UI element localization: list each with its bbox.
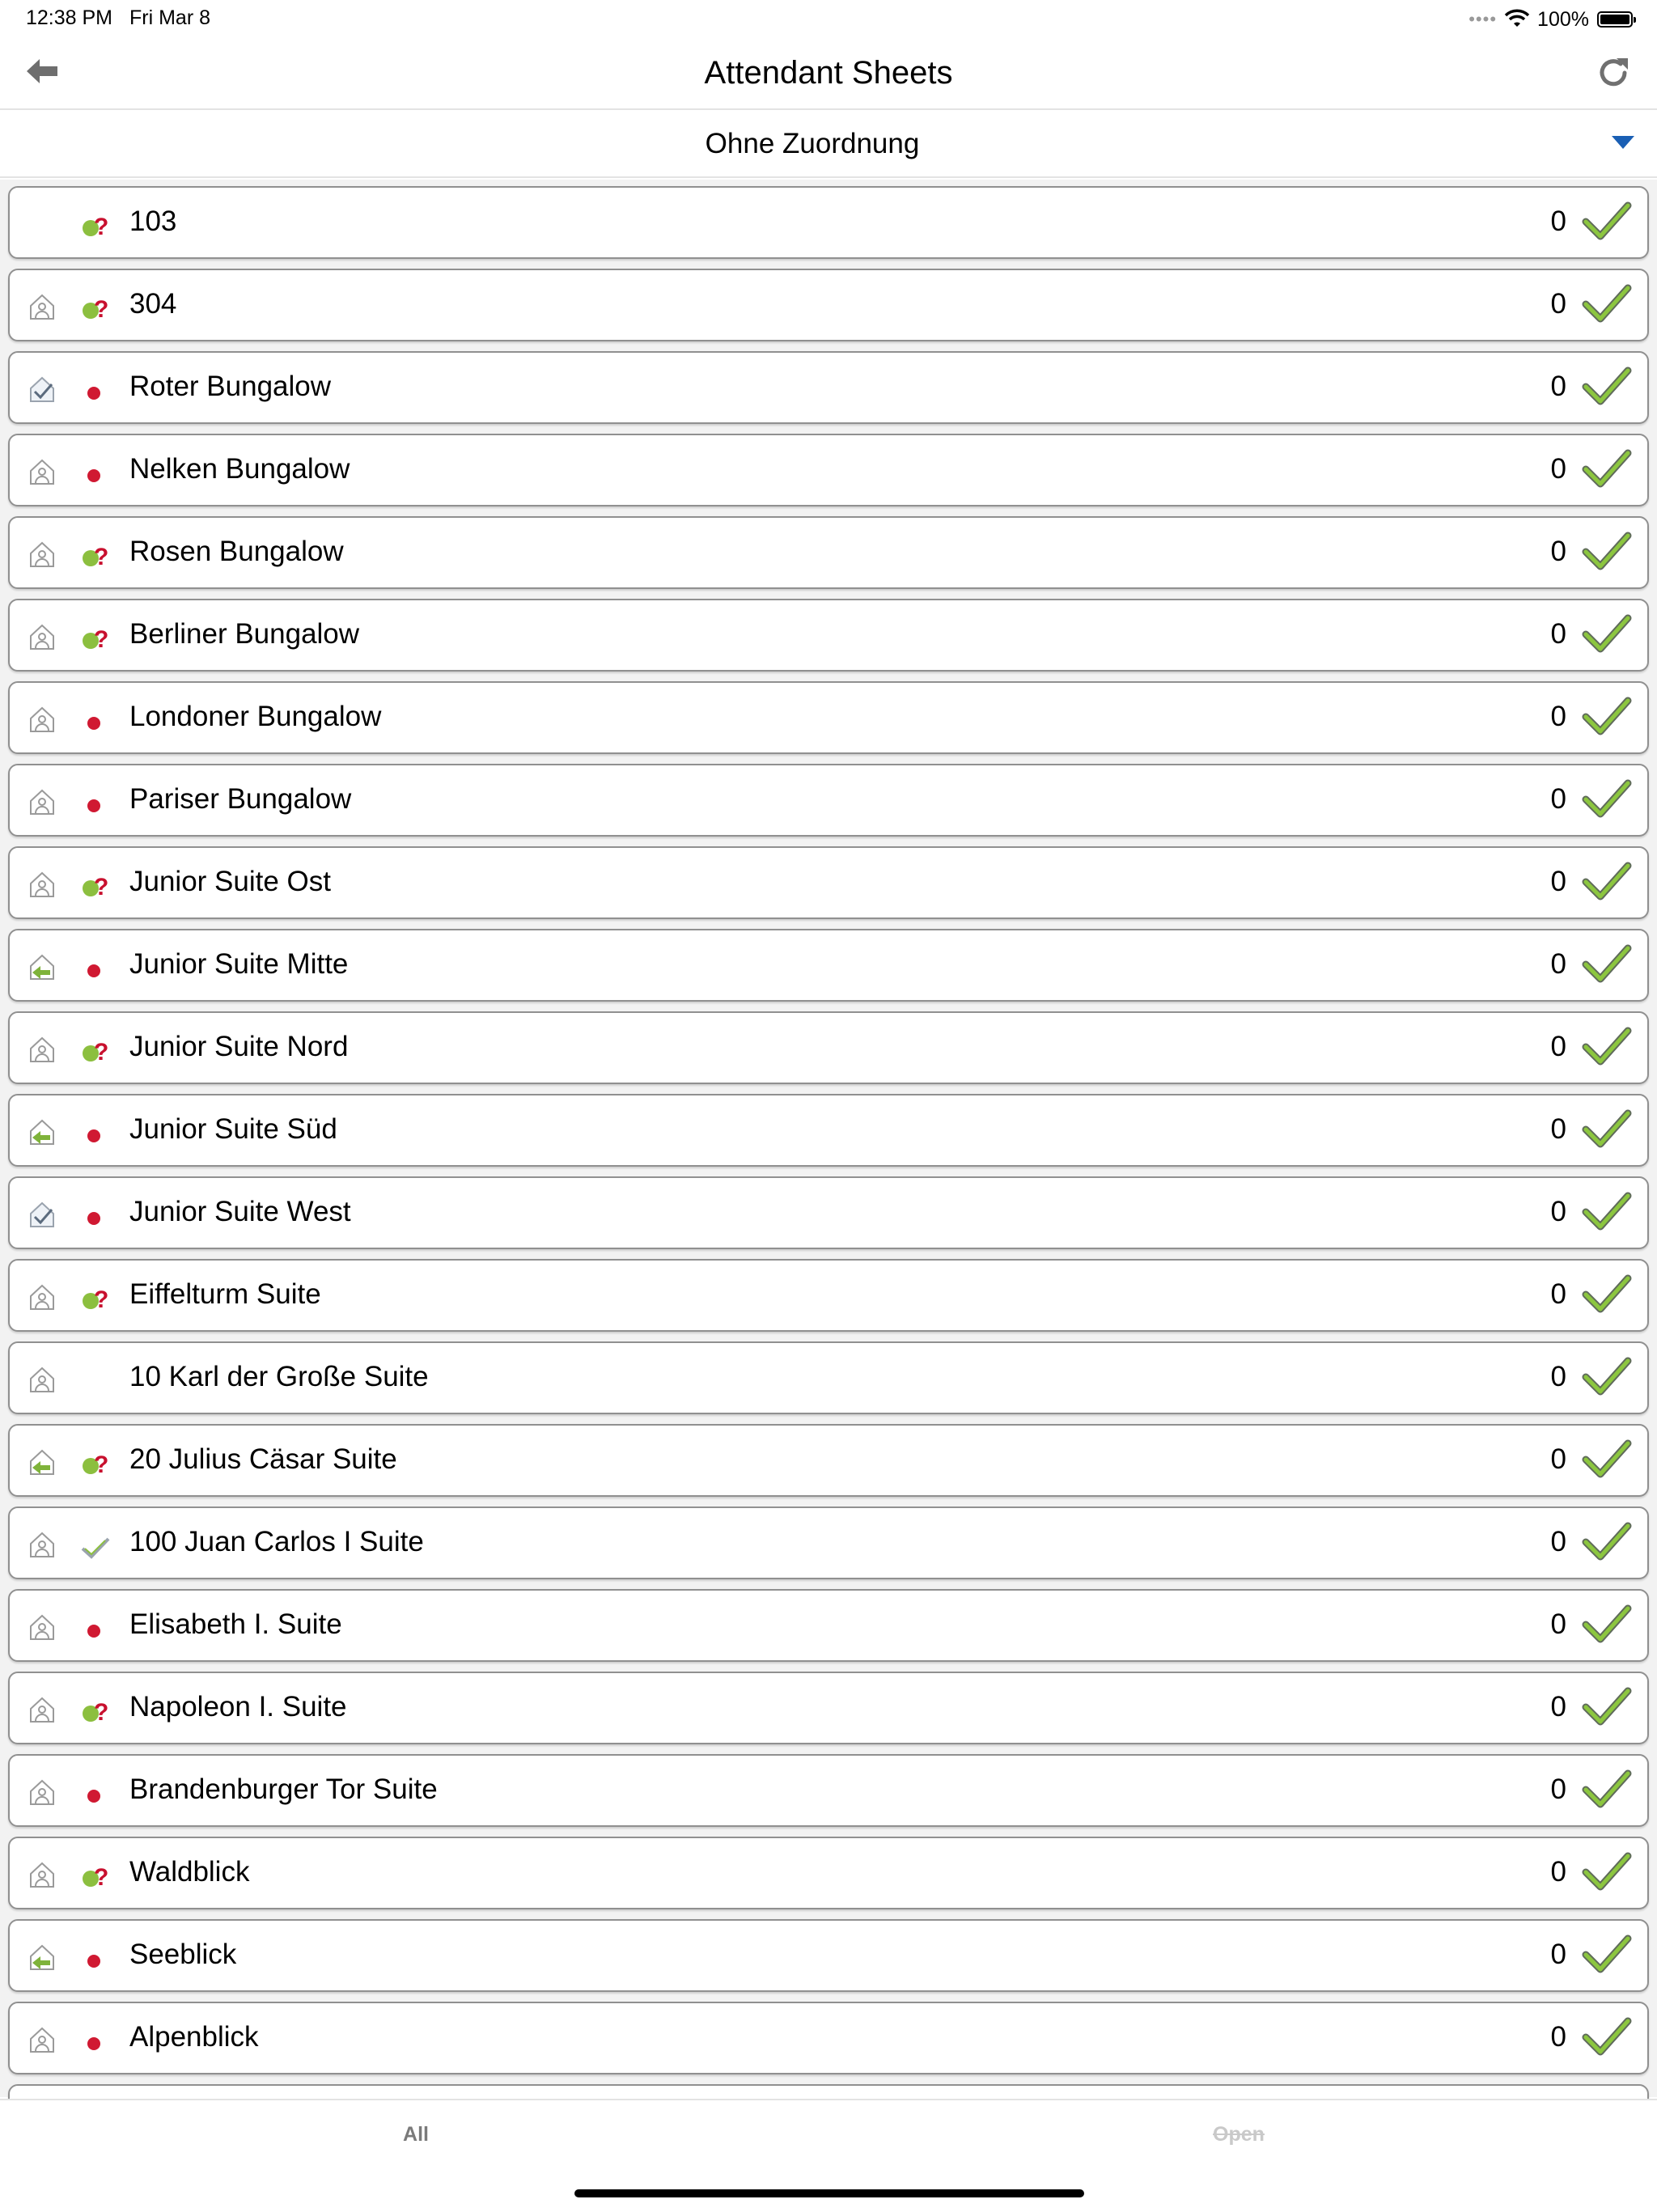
tab-bar	[0, 2099, 1657, 2212]
room-occupied-icon	[26, 2023, 58, 2055]
checkmark-icon[interactable]	[1583, 1602, 1631, 1644]
room-count: 0	[1550, 866, 1566, 897]
status-dirty-icon	[78, 1940, 113, 1973]
room-name: Junior Suite Ost	[129, 866, 331, 897]
room-row[interactable]	[8, 1754, 1649, 1827]
status-unknown-icon	[78, 867, 113, 900]
status-dirty-icon	[78, 950, 113, 982]
room-row[interactable]	[8, 186, 1649, 259]
checkmark-icon[interactable]	[1583, 694, 1631, 736]
room-row[interactable]	[8, 1589, 1649, 1662]
room-row[interactable]	[8, 2002, 1649, 2074]
checkmark-icon[interactable]	[1583, 1437, 1631, 1479]
status-dirty-icon	[78, 1197, 113, 1230]
room-row[interactable]	[8, 764, 1649, 837]
status-dirty-icon	[78, 372, 113, 405]
room-occupied-icon	[26, 1775, 58, 1807]
room-row[interactable]	[8, 1011, 1649, 1084]
room-row[interactable]	[8, 269, 1649, 341]
room-count: 0	[1550, 1361, 1566, 1392]
status-dirty-icon	[78, 2023, 113, 2055]
status-unknown-icon	[78, 1858, 113, 1890]
refresh-icon	[1594, 53, 1633, 92]
checkmark-icon[interactable]	[1583, 282, 1631, 324]
room-occupied-icon	[26, 702, 58, 735]
room-inspected-icon	[26, 1197, 58, 1230]
room-row[interactable]	[8, 929, 1649, 1002]
room-occupied-icon	[26, 1032, 58, 1065]
room-blank-icon	[26, 207, 58, 239]
room-name: Roter Bungalow	[129, 371, 332, 402]
room-name: Napoleon I. Suite	[129, 1691, 347, 1723]
checkmark-icon[interactable]	[1583, 777, 1631, 819]
room-row[interactable]	[8, 1506, 1649, 1579]
room-name: 10 Karl der Große Suite	[129, 1361, 429, 1392]
room-count: 0	[1550, 1278, 1566, 1310]
room-occupied-icon	[26, 785, 58, 817]
cellular-signal-icon: ••••	[1468, 9, 1498, 29]
checkmark-icon[interactable]	[1583, 447, 1631, 489]
svg-text:?: ?	[94, 296, 109, 323]
room-name: Rosen Bungalow	[129, 536, 344, 567]
status-unknown-icon	[78, 207, 113, 239]
svg-text:?: ?	[94, 214, 109, 240]
room-occupied-icon	[26, 1362, 58, 1395]
room-name: Elisabeth I. Suite	[129, 1608, 342, 1640]
room-name: Brandenburger Tor Suite	[129, 1773, 438, 1805]
checkmark-icon[interactable]	[1583, 1354, 1631, 1396]
room-occupied-icon	[26, 455, 58, 487]
room-count: 0	[1550, 206, 1566, 237]
room-occupied-icon	[26, 1858, 58, 1890]
checkmark-icon[interactable]	[1583, 1024, 1631, 1066]
navigation-bar	[0, 39, 1657, 110]
checkmark-icon[interactable]	[1583, 1189, 1631, 1231]
room-count: 0	[1550, 948, 1566, 980]
svg-text:?: ?	[94, 874, 109, 900]
room-arrival-icon	[26, 1115, 58, 1147]
room-count: 0	[1550, 1196, 1566, 1227]
svg-text:?: ?	[94, 544, 109, 570]
room-row[interactable]	[8, 1341, 1649, 1414]
room-inspected-icon	[26, 372, 58, 405]
room-name: 304	[129, 288, 177, 320]
room-count: 0	[1550, 1031, 1566, 1062]
room-row[interactable]	[8, 1259, 1649, 1332]
room-occupied-icon	[26, 1280, 58, 1312]
status-unknown-icon	[78, 1445, 113, 1477]
room-count: 0	[1550, 1608, 1566, 1640]
room-arrival-icon	[26, 1940, 58, 1973]
room-name: Alpenblick	[129, 2021, 259, 2053]
room-occupied-icon	[26, 1528, 58, 1560]
checkmark-icon[interactable]	[1583, 1272, 1631, 1314]
room-count: 0	[1550, 536, 1566, 567]
checkmark-icon[interactable]	[1583, 1932, 1631, 1974]
room-name: 20 Julius Cäsar Suite	[129, 1443, 397, 1475]
svg-text:?: ?	[94, 626, 109, 653]
room-row[interactable]	[8, 681, 1649, 754]
room-arrival-icon	[26, 1445, 58, 1477]
status-blank-icon	[78, 1362, 113, 1395]
room-name: Nelken Bungalow	[129, 453, 350, 485]
status-bar	[0, 0, 1657, 39]
room-occupied-icon	[26, 867, 58, 900]
room-list-inner	[0, 180, 1657, 2157]
room-row[interactable]	[8, 1424, 1649, 1497]
room-name: Junior Suite West	[129, 1196, 351, 1227]
status-unknown-icon	[78, 620, 113, 652]
svg-text:?: ?	[94, 1699, 109, 1726]
svg-text:?: ?	[94, 1039, 109, 1066]
room-row[interactable]	[8, 1094, 1649, 1167]
wifi-icon	[1505, 10, 1529, 29]
room-occupied-icon	[26, 1610, 58, 1642]
room-row[interactable]	[8, 846, 1649, 919]
status-dirty-icon	[78, 702, 113, 735]
checkmark-icon[interactable]	[1583, 1519, 1631, 1562]
status-clean-icon	[78, 1528, 113, 1560]
status-unknown-icon	[78, 1280, 113, 1312]
status-dirty-icon	[78, 455, 113, 487]
room-count: 0	[1550, 288, 1566, 320]
assignment-filter-dropdown[interactable]	[0, 110, 1657, 178]
room-name: 103	[129, 206, 177, 237]
room-name: Junior Suite Nord	[129, 1031, 349, 1062]
room-count: 0	[1550, 1443, 1566, 1475]
room-name: Pariser Bungalow	[129, 783, 352, 815]
svg-text:?: ?	[94, 1286, 109, 1313]
status-indicators	[1468, 5, 1633, 34]
room-row[interactable]	[8, 1919, 1649, 1992]
room-occupied-icon	[26, 537, 58, 570]
checkmark-icon[interactable]	[1583, 1767, 1631, 1809]
status-dirty-icon	[78, 785, 113, 817]
status-unknown-icon	[78, 1693, 113, 1725]
status-date: Fri Mar 8	[129, 6, 210, 29]
room-occupied-icon	[26, 1693, 58, 1725]
room-count: 0	[1550, 371, 1566, 402]
room-count: 0	[1550, 1856, 1566, 1888]
battery-icon	[1597, 11, 1633, 28]
room-row[interactable]	[8, 1176, 1649, 1249]
room-count: 0	[1550, 453, 1566, 485]
checkmark-icon[interactable]	[1583, 199, 1631, 241]
home-indicator	[574, 2189, 1084, 2197]
room-count: 0	[1550, 701, 1566, 732]
filter-label: Ohne Zuordnung	[705, 128, 920, 159]
room-occupied-icon	[26, 290, 58, 322]
battery-percent: 100%	[1537, 7, 1589, 31]
room-count: 0	[1550, 1773, 1566, 1805]
chevron-down-icon	[1612, 136, 1634, 149]
status-unknown-icon	[78, 537, 113, 570]
room-name: Seeblick	[129, 1939, 237, 1970]
room-count: 0	[1550, 1113, 1566, 1145]
checkmark-icon[interactable]	[1583, 529, 1631, 571]
status-unknown-icon	[78, 290, 113, 322]
room-count: 0	[1550, 618, 1566, 650]
status-dirty-icon	[78, 1775, 113, 1807]
room-name: Junior Suite Süd	[129, 1113, 337, 1145]
status-unknown-icon	[78, 1032, 113, 1065]
checkmark-icon[interactable]	[1583, 1684, 1631, 1727]
room-list[interactable]	[0, 180, 1657, 2097]
checkmark-icon[interactable]	[1583, 2015, 1631, 2057]
tab-open[interactable]: Open	[1213, 2123, 1265, 2146]
page-title: Attendant Sheets	[704, 55, 953, 91]
tab-all[interactable]: All	[403, 2123, 429, 2146]
room-name: Junior Suite Mitte	[129, 948, 349, 980]
room-row[interactable]	[8, 1837, 1649, 1909]
room-name: Waldblick	[129, 1856, 250, 1888]
checkmark-icon[interactable]	[1583, 1107, 1631, 1149]
room-count: 0	[1550, 1526, 1566, 1557]
room-row[interactable]	[8, 434, 1649, 506]
refresh-button[interactable]	[1592, 52, 1634, 94]
room-name: Londoner Bungalow	[129, 701, 382, 732]
status-dirty-icon	[78, 1115, 113, 1147]
room-row[interactable]	[8, 599, 1649, 672]
svg-text:?: ?	[94, 1451, 109, 1478]
checkmark-icon[interactable]	[1583, 859, 1631, 901]
checkmark-icon[interactable]	[1583, 364, 1631, 406]
room-count: 0	[1550, 2021, 1566, 2053]
status-time: 12:38 PM	[26, 6, 113, 29]
checkmark-icon[interactable]	[1583, 612, 1631, 654]
room-name: Eiffelturm Suite	[129, 1278, 321, 1310]
room-row[interactable]	[8, 1672, 1649, 1744]
room-arrival-icon	[26, 950, 58, 982]
room-count: 0	[1550, 1939, 1566, 1970]
room-name: 100 Juan Carlos I Suite	[129, 1526, 424, 1557]
room-occupied-icon	[26, 620, 58, 652]
room-row[interactable]	[8, 351, 1649, 424]
room-count: 0	[1550, 1691, 1566, 1723]
status-dirty-icon	[78, 1610, 113, 1642]
room-row[interactable]	[8, 516, 1649, 589]
svg-text:?: ?	[94, 1864, 109, 1891]
room-count: 0	[1550, 783, 1566, 815]
room-name: Berliner Bungalow	[129, 618, 360, 650]
checkmark-icon[interactable]	[1583, 942, 1631, 984]
checkmark-icon[interactable]	[1583, 1850, 1631, 1892]
